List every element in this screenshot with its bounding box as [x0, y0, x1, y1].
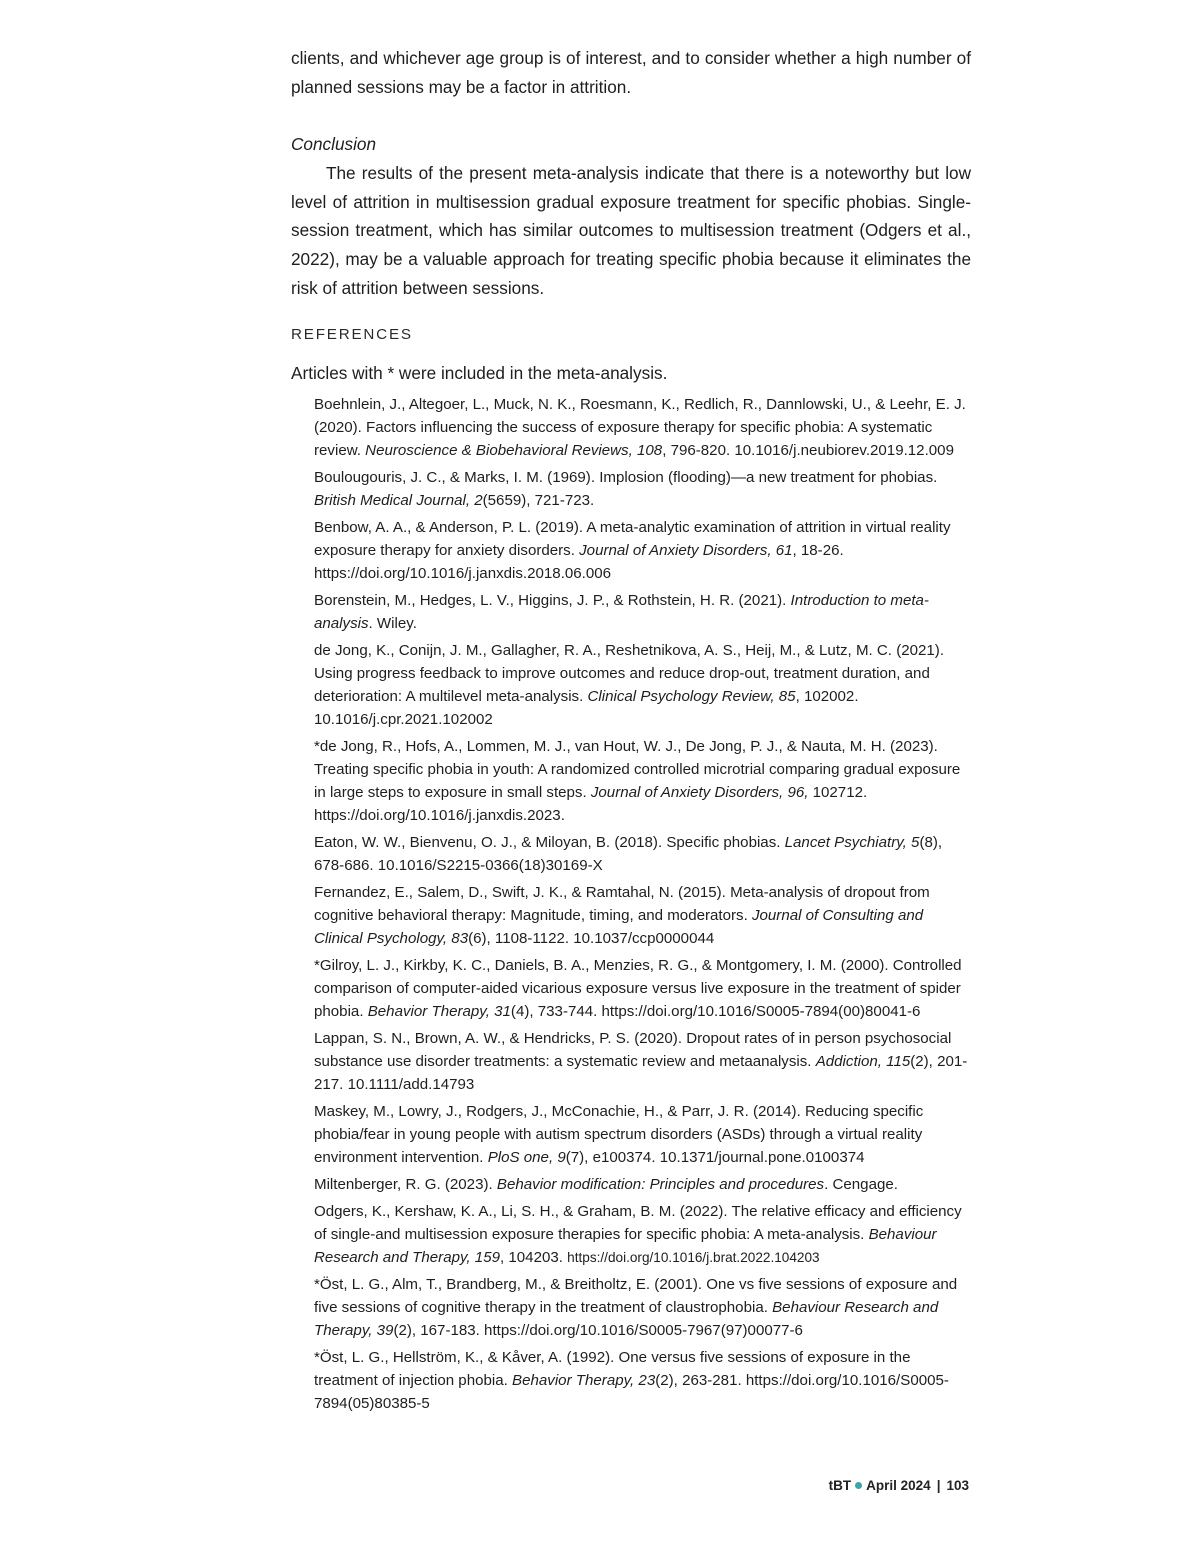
reference-doi: https://doi.org/10.1016/j.brat.2022.104203: [567, 1250, 820, 1265]
reference-source: Behavior modification: Principles and procedures: [496, 1176, 825, 1193]
reference-item: [314, 1200, 970, 1269]
page-footer: [829, 1476, 969, 1496]
reference-details: (2), 263-281. https://doi.org/10.1016/S0005-7894(05)80385-5: [314, 1372, 949, 1412]
reference-item: [314, 881, 970, 950]
reference-source: Journal of Anxiety Disorders, 96,: [590, 784, 809, 801]
reference-item: [314, 831, 970, 877]
reference-text: Miltenberger, R. G. (2023).: [314, 1176, 497, 1193]
reference-details: (6), 1108-1122. 10.1037/ccp0000044: [468, 930, 715, 947]
reference-source: Behaviour Research and Therapy, 159: [314, 1226, 937, 1266]
reference-text: Odgers, K., Kershaw, K. A., Li, S. H., & Graham, B. M. (2022). The relative efficacy and efficiency of single-and multisession exposure therapies for specific phobia: A meta-analysis.: [314, 1203, 962, 1243]
reference-details: (4), 733-744. https://doi.org/10.1016/S0005-7894(00)80041-6: [510, 1003, 921, 1020]
reference-item: [314, 1100, 970, 1169]
reference-list: [314, 393, 970, 1419]
reference-item: [314, 516, 970, 585]
reference-source: PloS one, 9: [487, 1149, 566, 1166]
conclusion-heading: Conclusion: [291, 134, 377, 154]
reference-item: [314, 954, 970, 1023]
reference-details: (2), 167-183. https://doi.org/10.1016/S0005-7967(97)00077-6: [393, 1322, 803, 1339]
intro-paragraph: clients, and whichever age group is of interest, and to consider whether a high number of planned sessions may be a factor in attrition.: [291, 48, 971, 97]
reference-source: Behavior Therapy, 31: [367, 1003, 511, 1020]
reference-source: Clinical Psychology Review, 85: [587, 688, 796, 705]
reference-item: [314, 466, 970, 512]
reference-details: , 102002. 10.1016/j.cpr.2021.102002: [314, 688, 859, 728]
reference-details: . Wiley.: [368, 615, 417, 632]
bullet-dot-icon: [855, 1482, 862, 1489]
reference-item: [314, 735, 970, 827]
reference-source: Journal of Anxiety Disorders, 61: [579, 542, 793, 559]
reference-item: [314, 1346, 970, 1415]
reference-text: *Gilroy, L. J., Kirkby, K. C., Daniels, B. A., Menzies, R. G., & Montgomery, I. M. (2000). Controlled comparison of computer-aided vicarious exposure versus live exposure in the treatment of spider phobia.: [314, 957, 962, 1020]
reference-text: Benbow, A. A., & Anderson, P. L. (2019). A meta-analytic examination of attrition in virtual reality exposure therapy for anxiety disorders.: [314, 519, 951, 559]
reference-item: [314, 589, 970, 635]
body-text-top: [291, 44, 971, 101]
reference-text: Boehnlein, J., Altegoer, L., Muck, N. K., Roesmann, K., Redlich, R., Dannlowski, U., & Leehr, E. J. (2020). Factors influencing the success of exposure therapy for specific phobia: A systematic review.: [314, 396, 966, 459]
reference-text: Maskey, M., Lowry, J., Rodgers, J., McConachie, H., & Parr, J. R. (2014). Reducing specific phobia/fear in young people with autism spectrum disorders (ASDs) through a virtual reality environment intervention.: [314, 1103, 924, 1166]
reference-source: Lancet Psychiatry, 5: [784, 834, 920, 851]
reference-source: Journal of Consulting and Clinical Psychology, 83: [314, 907, 924, 947]
reference-text: *Öst, L. G., Hellström, K., & Kåver, A. (1992). One versus five sessions of exposure in the treatment of injection phobia.: [314, 1349, 911, 1389]
references-heading: REFERENCES: [291, 326, 413, 343]
page-number: 103: [946, 1478, 969, 1493]
reference-item: [314, 1027, 970, 1096]
reference-text: Lappan, S. N., Brown, A. W., & Hendricks, P. S. (2020). Dropout rates of in person psychosocial substance use disorder treatments: a systematic review and metaanalysis.: [314, 1030, 952, 1070]
references-note: Articles with * were included in the meta-analysis.: [291, 363, 668, 383]
reference-item: [314, 1273, 970, 1342]
reference-text: *de Jong, R., Hofs, A., Lommen, M. J., van Hout, W. J., De Jong, P. J., & Nauta, M. H. (2023). Treating specific phobia in youth: A randomized controlled microtrial comparing gradual exposure in large steps to exposure in small steps.: [314, 738, 961, 801]
conclusion-section: [291, 159, 971, 303]
reference-item: [314, 1173, 970, 1196]
reference-details: (8), 678-686. 10.1016/S2215-0366(18)30169-X: [314, 834, 943, 874]
reference-source: Behaviour Research and Therapy, 39: [314, 1299, 939, 1339]
issue-date: April 2024: [866, 1478, 931, 1493]
journal-name: tBT: [828, 1478, 852, 1493]
reference-item: [314, 393, 970, 462]
reference-details: , 796-820. 10.1016/j.neubiorev.2019.12.009: [662, 442, 954, 459]
reference-text: Borenstein, M., Hedges, L. V., Higgins, J. P., & Rothstein, H. R. (2021).: [314, 592, 791, 609]
reference-source: Addiction, 115: [815, 1053, 911, 1070]
reference-details: (5659), 721-723.: [482, 492, 595, 509]
reference-text: Boulougouris, J. C., & Marks, I. M. (1969). Implosion (flooding)—a new treatment for phobias.: [314, 469, 938, 486]
reference-text: Eaton, W. W., Bienvenu, O. J., & Miloyan, B. (2018). Specific phobias.: [314, 834, 785, 851]
reference-details: , 18-26. https://doi.org/10.1016/j.janxdis.2018.06.006: [314, 542, 844, 582]
reference-details: (2), 201-217. 10.1111/add.14793: [314, 1053, 968, 1093]
reference-text: de Jong, K., Conijn, J. M., Gallagher, R. A., Reshetnikova, A. S., Heij, M., & Lutz, M. C. (2021). Using progress feedback to improve outcomes and reduce drop-out, treatment duration, and deterioration: A multilevel meta-analysis.: [314, 642, 945, 705]
reference-details: , 104203.: [500, 1249, 568, 1266]
reference-text: *Öst, L. G., Alm, T., Brandberg, M., & Breitholtz, E. (2001). One vs five sessions of exposure and five sessions of cognitive therapy in the treatment of claustrophobia.: [314, 1276, 958, 1316]
reference-source: Neuroscience & Biobehavioral Reviews, 108: [365, 442, 663, 459]
reference-item: [314, 639, 970, 731]
reference-source: Introduction to meta-analysis: [314, 592, 929, 632]
reference-details: . Cengage.: [824, 1176, 898, 1193]
reference-details: (7), e100374. 10.1371/journal.pone.0100374: [565, 1149, 865, 1166]
reference-text: Fernandez, E., Salem, D., Swift, J. K., & Ramtahal, N. (2015). Meta-analysis of dropout from cognitive behavioral therapy: Magnitude, timing, and moderators.: [314, 884, 930, 924]
reference-source: British Medical Journal, 2: [314, 492, 483, 509]
reference-source: Behavior Therapy, 23: [512, 1372, 656, 1389]
footer-separator: |: [936, 1478, 941, 1493]
conclusion-paragraph: The results of the present meta-analysis indicate that there is a noteworthy but low level of attrition in multisession gradual exposure treatment for specific phobias. Single-session treatment, which has similar outcomes to multisession treatment (Odgers et al., 2022), may be a valuable approach for treating specific phobia because it eliminates the risk of attrition between sessions.: [291, 163, 971, 298]
reference-details: 102712. https://doi.org/10.1016/j.janxdis.2023.: [314, 784, 868, 824]
